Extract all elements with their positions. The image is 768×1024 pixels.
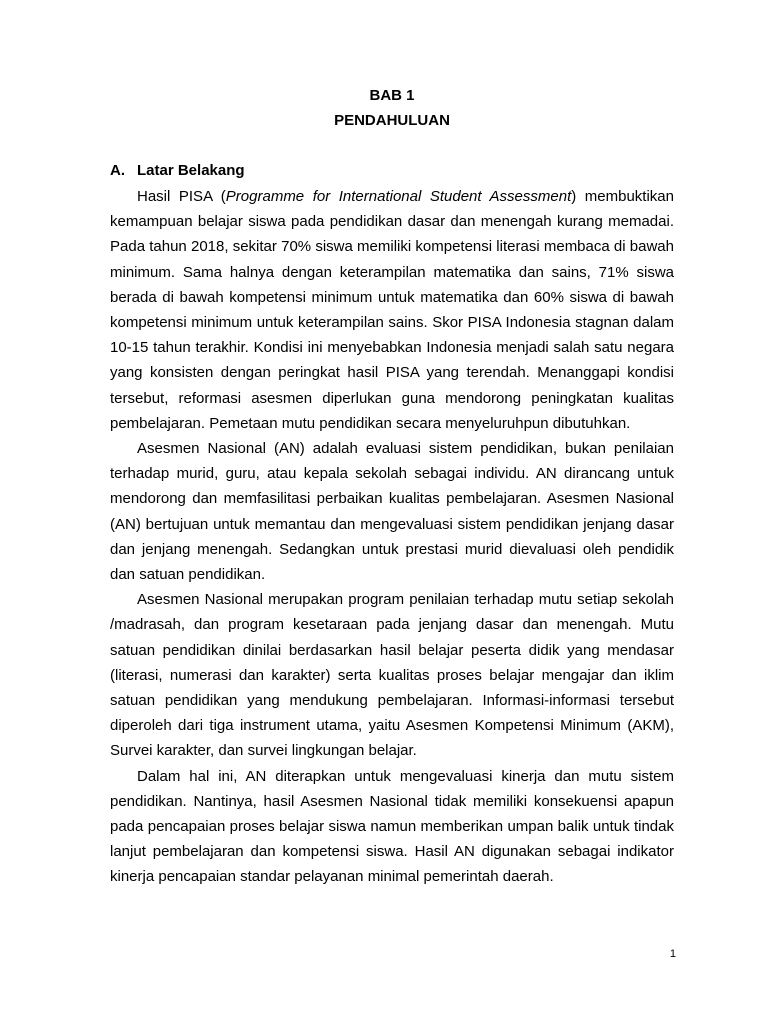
- chapter-title: PENDAHULUAN: [334, 112, 450, 129]
- section-heading: [110, 161, 245, 181]
- body-text: [110, 184, 674, 890]
- section-title: Latar Belakang: [137, 162, 245, 179]
- paragraph-1-lead: Hasil PISA (: [137, 188, 226, 205]
- paragraph-2: Asesmen Nasional (AN) adalah evaluasi sistem pendidikan, bukan penilaian terhadap murid, guru, atau kepala sekolah sebagai individu. AN dirancang untuk mendorong dan memfasilitasi perbaikan kualitas pembelajaran. Asesmen Nasional (AN) bertujuan untuk memantau dan mengevaluasi sistem pendidikan jenjang dasar dan jenjang menengah. Sedangkan untuk prestasi murid dievaluasi oleh pendidik dan satuan pendidikan.: [110, 440, 674, 584]
- paragraph-3: Asesmen Nasional merupakan program penilaian terhadap mutu setiap sekolah /madrasah, dan program kesetaraan pada jenjang dasar dan menengah. Mutu satuan pendidikan dinilai berdasarkan hasil belajar peserta didik yang mendasar (literasi, numerasi dan karakter) serta kualitas proses belajar mengajar dan iklim satuan pendidikan yang mendukung pembelajaran. Informasi-informasi tersebut diperoleh dari tiga instrument utama, yaitu Asesmen Kompetensi Minimum (AKM), Survei karakter, dan survei lingkungan belajar.: [110, 591, 674, 760]
- section-letter: A.: [110, 162, 125, 179]
- paragraph-1: [110, 184, 674, 436]
- paragraph-4: Dalam hal ini, AN diterapkan untuk mengevaluasi kinerja dan mutu sistem pendidikan. Nantinya, hasil Asesmen Nasional tidak memiliki konsekuensi apapun pada pencapaian proses belajar siswa namun memberikan umpan balik untuk tindak lanjut pembelajaran dan kompetensi siswa. Hasil AN digunakan sebagai indikator kinerja pencapaian standar pelayanan minimal pemerintah daerah.: [110, 767, 674, 886]
- chapter-number: BAB 1: [369, 87, 415, 104]
- paragraph-1-italic-term: Programme for International Student Assessment: [225, 188, 572, 205]
- paragraph-1-rest: ) membuktikan kemampuan belajar siswa pada pendidikan dasar dan menengah kurang memadai. Pada tahun 2018, sekitar 70% siswa memiliki kompetensi literasi membaca di bawah minimum. Sama halnya dengan keterampilan matematika dan sains, 71% siswa berada di bawah kompetensi minimum untuk matematika dan 60% siswa di bawah kompetensi minimum untuk keterampilan sains. Skor PISA Indonesia stagnan dalam 10-15 tahun terakhir. Kondisi ini menyebabkan Indonesia menjadi salah satu negara yang konsisten dengan peringkat hasil PISA yang terendah. Menanggapi kondisi tersebut, reformasi asesmen diperlukan guna mendorong peningkatan kualitas pembelajaran. Pemetaan mutu pendidikan secara menyeluruhpun dibutuhkan.: [110, 188, 674, 432]
- page-number: 1: [669, 948, 676, 960]
